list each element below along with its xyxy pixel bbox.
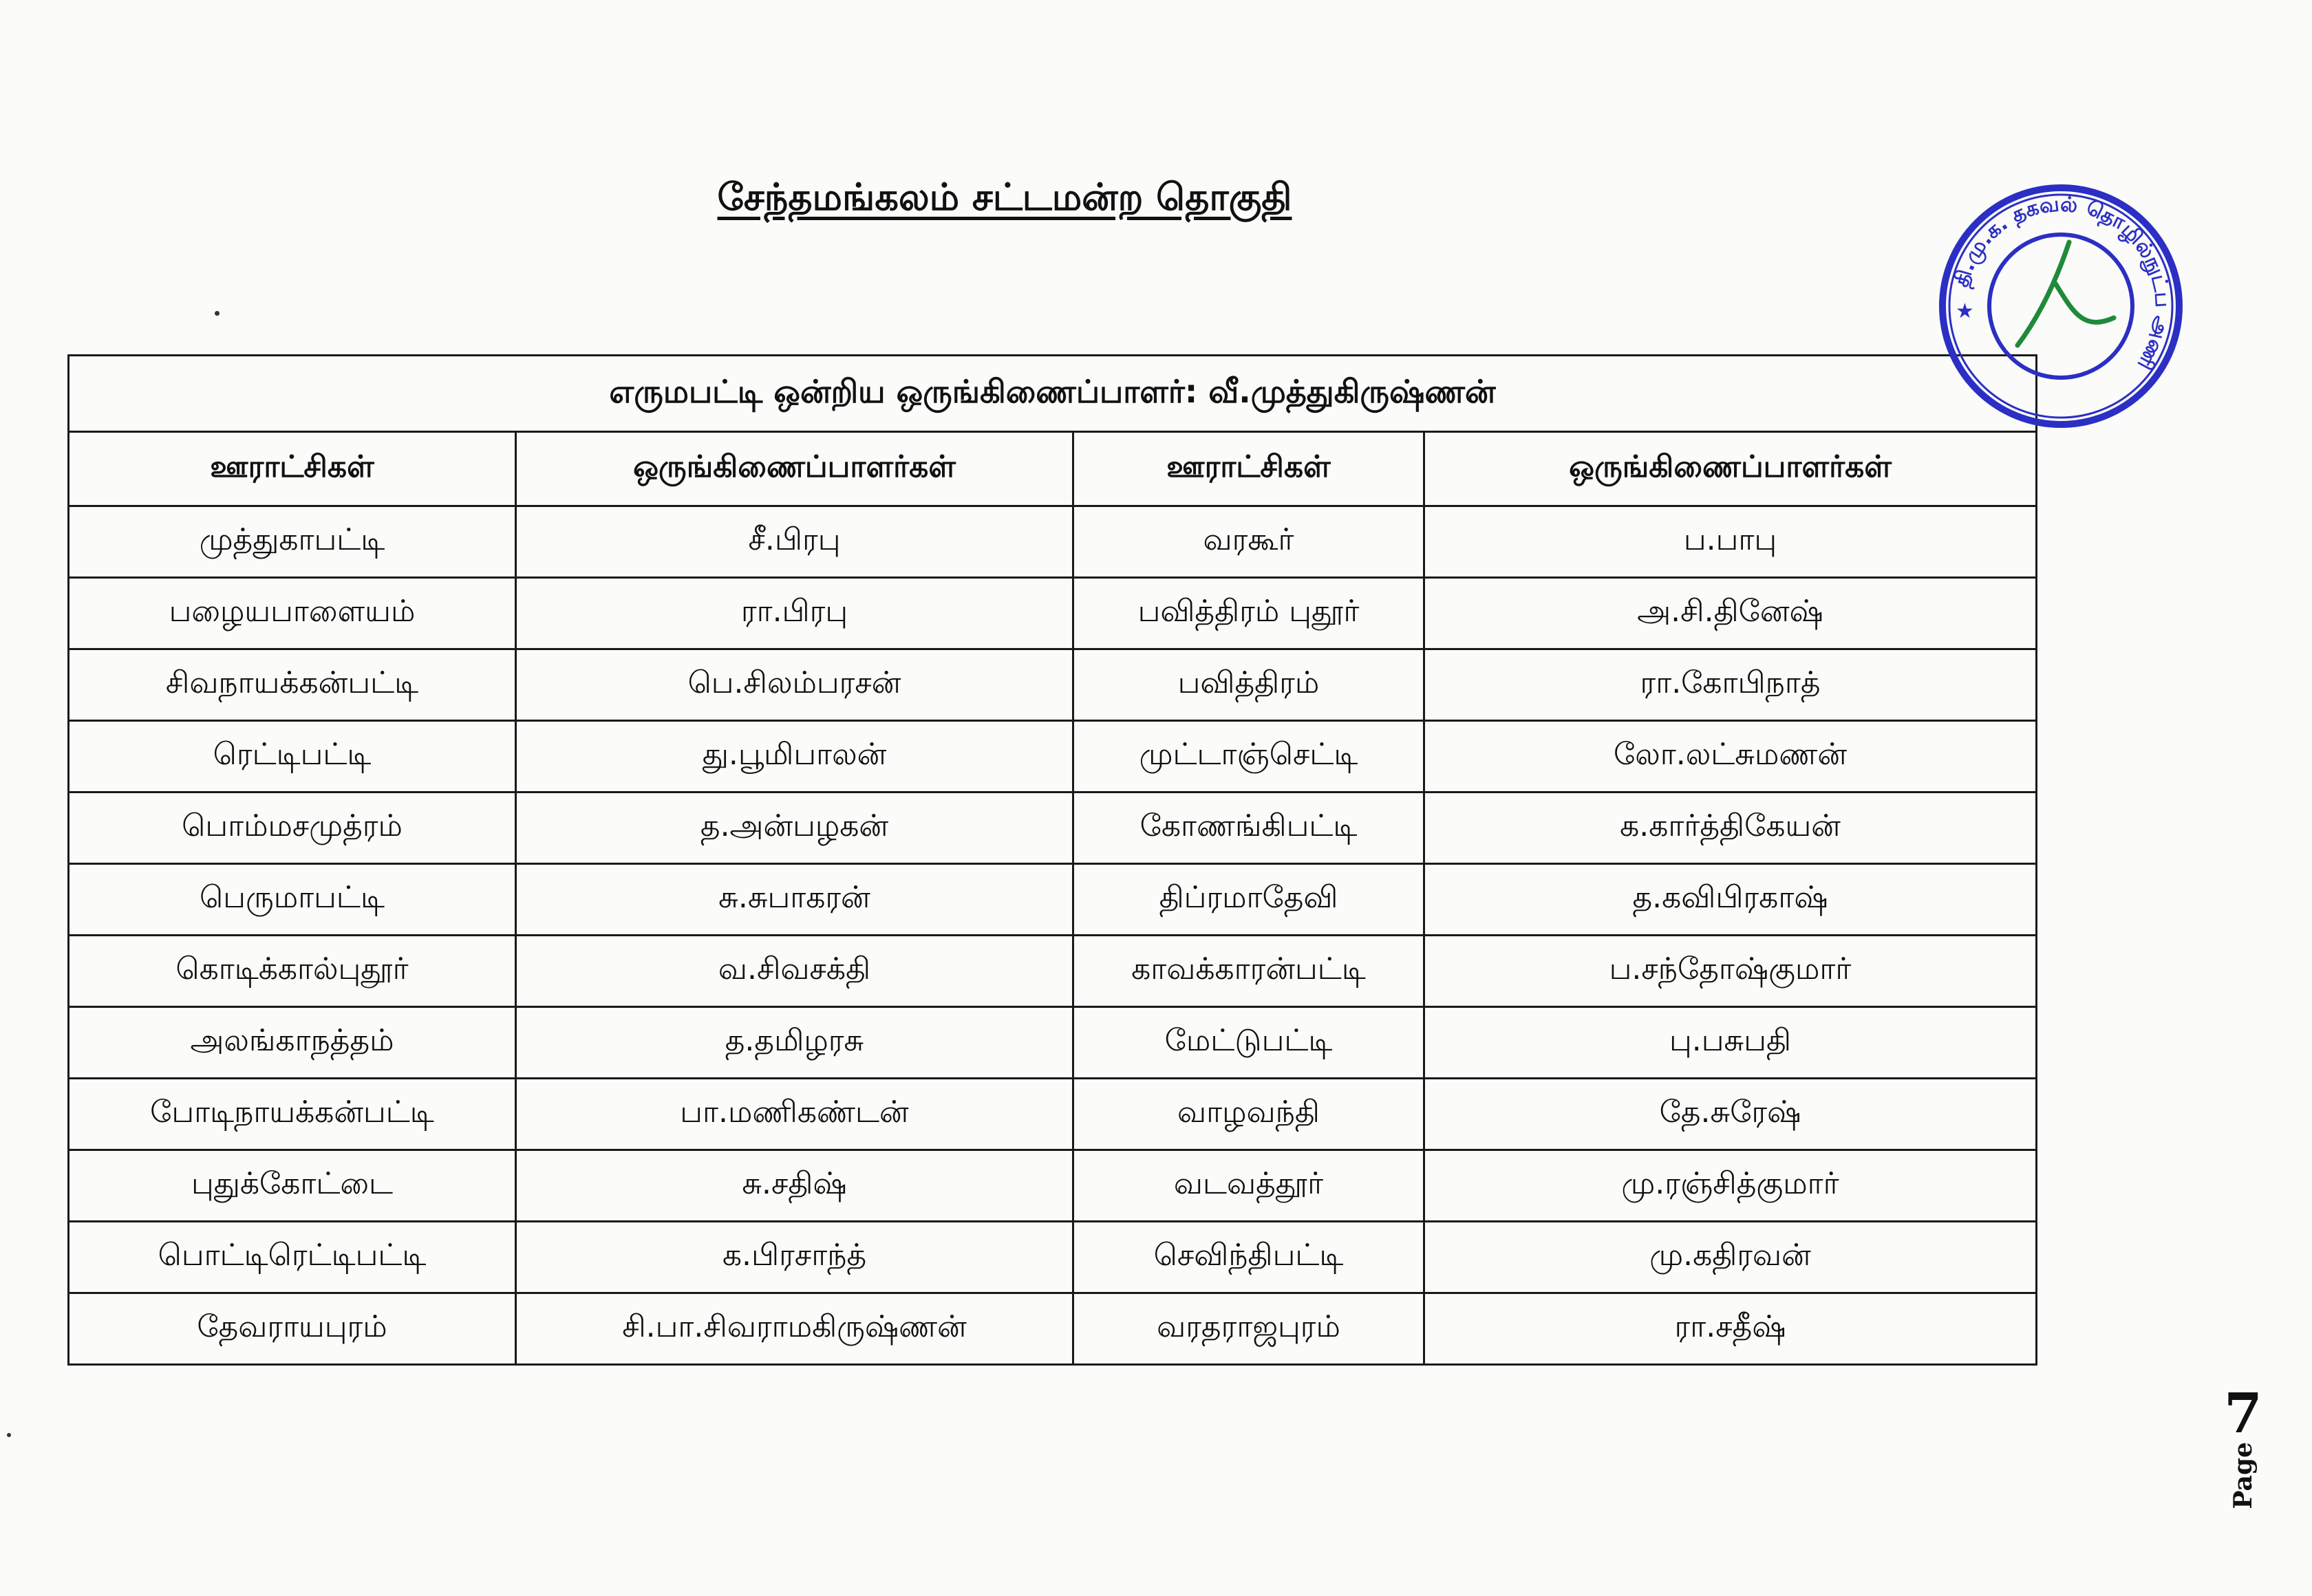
coordinator-cell: ரா.கோபிநாத் [1424, 649, 2037, 721]
page-title: சேந்தமங்கலம் சட்டமன்ற தொகுதி [717, 175, 1292, 219]
panchayat-cell: வரதராஜபுரம் [1073, 1293, 1424, 1365]
coordinator-cell: ப.பாபு [1424, 506, 2037, 578]
table-row [69, 578, 2037, 649]
panchayat-cell: பொட்டிரெட்டிபட்டி [69, 1222, 516, 1293]
coordinator-cell: சு.சுபாகரன் [516, 864, 1073, 936]
panchayat-cell: பவித்திரம் [1073, 649, 1424, 721]
svg-text:★: ★ [1956, 299, 1974, 323]
panchayat-cell: பவித்திரம் புதூர் [1073, 578, 1424, 649]
table-row [69, 936, 2037, 1007]
column-header-panchayats: ஊராட்சிகள் [1073, 432, 1424, 506]
panchayat-cell: கொடிக்கால்புதூர் [69, 936, 516, 1007]
column-header-coordinators: ஒருங்கிணைப்பாளர்கள் [516, 432, 1073, 506]
panchayat-cell: சிவநாயக்கன்பட்டி [69, 649, 516, 721]
coordinator-cell: தே.சுரேஷ் [1424, 1079, 2037, 1150]
coordinator-cell: ரா.சதீஷ் [1424, 1293, 2037, 1365]
panchayat-cell: வரகூர் [1073, 506, 1424, 578]
coordinator-cell: த.அன்பழகன் [516, 792, 1073, 864]
page-number [2223, 1381, 2264, 1510]
panchayat-cell: ரெட்டிபட்டி [69, 721, 516, 792]
union-coordinator-header: எருமபட்டி ஒன்றிய ஒருங்கிணைப்பாளர்: வீ.முத்துகிருஷ்ணன் [69, 356, 2037, 432]
speck [7, 1433, 11, 1437]
table-row [69, 1222, 2037, 1293]
coordinator-cell: மு.கதிரவன் [1424, 1222, 2037, 1293]
coordinator-cell: சு.சதிஷ் [516, 1150, 1073, 1222]
panchayat-cell: கோணங்கிபட்டி [1073, 792, 1424, 864]
column-header-coordinators: ஒருங்கிணைப்பாளர்கள் [1424, 432, 2037, 506]
panchayat-cell: அலங்காநத்தம் [69, 1007, 516, 1079]
table-row [69, 649, 2037, 721]
panchayat-cell: வாழவந்தி [1073, 1079, 1424, 1150]
panchayat-cell: பொம்மசமுத்ரம் [69, 792, 516, 864]
coordinator-cell: க.கார்த்திகேயன் [1424, 792, 2037, 864]
party-seal-stamp [1935, 180, 2187, 432]
panchayat-cell: செவிந்திபட்டி [1073, 1222, 1424, 1293]
page-number-value: 7 [2224, 1381, 2262, 1446]
coordinator-cell: த.தமிழரசு [516, 1007, 1073, 1079]
table-row [69, 1293, 2037, 1365]
coordinator-cell: பு.பசுபதி [1424, 1007, 2037, 1079]
panchayat-cell: பெருமாபட்டி [69, 864, 516, 936]
coordinator-cell: ரா.பிரபு [516, 578, 1073, 649]
speck [215, 311, 220, 316]
coordinators-table [67, 354, 2037, 1366]
panchayat-cell: போடிநாயக்கன்பட்டி [69, 1079, 516, 1150]
table-row [69, 1007, 2037, 1079]
panchayat-cell: முத்துகாபட்டி [69, 506, 516, 578]
column-header-panchayats: ஊராட்சிகள் [69, 432, 516, 506]
table-row [69, 1150, 2037, 1222]
panchayat-cell: முட்டாஞ்செட்டி [1073, 721, 1424, 792]
coordinator-cell: சீ.பிரபு [516, 506, 1073, 578]
coordinator-cell: அ.சி.தினேஷ் [1424, 578, 2037, 649]
panchayat-cell: மேட்டுபட்டி [1073, 1007, 1424, 1079]
table-row [69, 792, 2037, 864]
coordinator-cell: த.கவிபிரகாஷ் [1424, 864, 2037, 936]
panchayat-cell: புதுக்கோட்டை [69, 1150, 516, 1222]
coordinator-cell: சி.பா.சிவராமகிருஷ்ணன் [516, 1293, 1073, 1365]
page-word: Page [2229, 1442, 2258, 1509]
table-row [69, 864, 2037, 936]
table-row [69, 1079, 2037, 1150]
coordinator-cell: க.பிரசாந்த் [516, 1222, 1073, 1293]
coordinator-cell: லோ.லட்சுமணன் [1424, 721, 2037, 792]
coordinator-cell: வ.சிவசக்தி [516, 936, 1073, 1007]
table-row [69, 506, 2037, 578]
coordinator-cell: பா.மணிகண்டன் [516, 1079, 1073, 1150]
coordinator-cell: மு.ரஞ்சித்குமார் [1424, 1150, 2037, 1222]
table-row [69, 721, 2037, 792]
panchayat-cell: திப்ரமாதேவி [1073, 864, 1424, 936]
coordinator-cell: பெ.சிலம்பரசன் [516, 649, 1073, 721]
coordinator-cell: து.பூமிபாலன் [516, 721, 1073, 792]
panchayat-cell: வடவத்தூர் [1073, 1150, 1424, 1222]
panchayat-cell: காவக்காரன்பட்டி [1073, 936, 1424, 1007]
coordinator-cell: ப.சந்தோஷ்குமார் [1424, 936, 2037, 1007]
stamp-text: தி.மு.க. தகவல் தொழில்நுட்ப அணி [1949, 192, 2175, 374]
panchayat-cell: தேவராயபுரம் [69, 1293, 516, 1365]
panchayat-cell: பழையபாளையம் [69, 578, 516, 649]
